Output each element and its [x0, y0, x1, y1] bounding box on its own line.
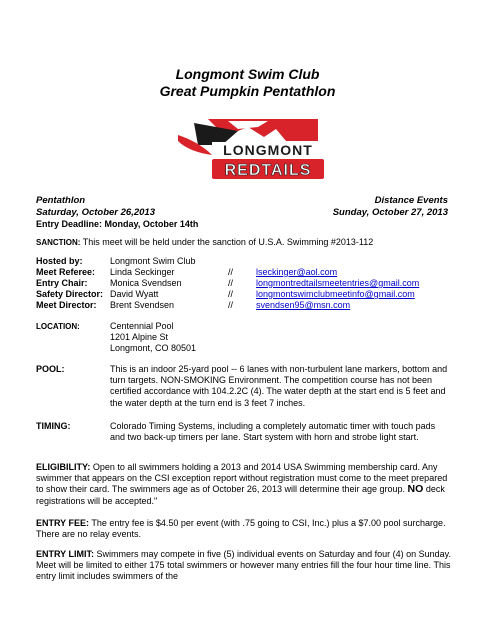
entry-fee-label: ENTRY FEE:: [36, 518, 90, 528]
longmont-redtails-logo: [168, 115, 328, 183]
logo-text-longmont: LONGMONT: [223, 142, 313, 158]
official-email-link[interactable]: svendsen95@msn.com: [256, 300, 351, 310]
entry-limit-text: Swimmers may compete in five (5) individual events on Saturday and four (4) on Sunday. Meet will be limited to either 175 total swimmers or however many entries fill the four hour time line. This entry limit includes swimmers of the: [36, 549, 452, 582]
separator: //: [228, 278, 234, 288]
official-name: David Wyatt: [110, 289, 159, 299]
official-label: Safety Director:: [36, 289, 104, 299]
sanction-line: [36, 237, 373, 248]
location-label: LOCATION:: [36, 322, 80, 331]
meet-host-title: Longmont Swim Club: [175, 66, 320, 82]
eligibility-text: Open to all swimmers holding a 2013 and 2014 USA Swimming membership card. Any swimmer that appears on the CSI exception report without registration must come to the meet prepared to show their card. The swimmers age as of October 26, 2013 will determine their age group.: [36, 462, 448, 495]
official-email-link[interactable]: longmontredtailsmeetentries@gmail.com: [256, 278, 420, 288]
official-label: Entry Chair:: [36, 278, 88, 288]
separator: //: [228, 300, 234, 310]
entry-limit-block: [36, 549, 456, 583]
location-line: Centennial Pool: [110, 321, 174, 331]
pentathlon-date: Saturday, October 26,2013: [36, 207, 155, 218]
timing-label: TIMING:: [36, 421, 71, 431]
sanction-label: SANCTION:: [36, 238, 81, 247]
location-line: Longmont, CO 80501: [110, 343, 197, 353]
location-line: 1201 Alpine St: [110, 332, 169, 342]
official-email-link[interactable]: lseckinger@aol.com: [256, 267, 338, 277]
official-name: Monica Svendsen: [110, 278, 182, 288]
pool-text: This is an indoor 25-yard pool -- 6 lanes with non-turbulent lane markers, bottom and turn targets. NON-SMOKING Environment. The competition course has not been certified accordance with 104.2.2C (4). The water depth at the start end is 5 feet and the water depth at the turn end is 3 feet 7 inches.: [110, 364, 448, 408]
separator: //: [228, 289, 234, 299]
distance-events-label: Distance Events: [374, 195, 448, 206]
entry-fee-block: [36, 518, 456, 540]
eligibility-no: NO: [407, 483, 424, 496]
distance-events-date: Sunday, October 27, 2013: [332, 207, 448, 218]
pool-label: POOL:: [36, 364, 65, 374]
sanction-text: This meet will be held under the sanction of U.S.A. Swimming #2013-112: [82, 237, 374, 247]
eligibility-tail: deck registrations will be accepted.": [36, 484, 445, 506]
pentathlon-label: Pentathlon: [36, 195, 86, 206]
official-email-link[interactable]: longmontswimclubmeetinfo@gmail.com: [256, 289, 415, 299]
logo-text-redtails: REDTAILS: [224, 162, 312, 179]
entry-limit-label: ENTRY LIMIT:: [36, 549, 94, 559]
official-label: Hosted by:: [36, 256, 83, 266]
official-name: Longmont Swim Club: [110, 256, 196, 266]
official-name: Linda Seckinger: [110, 267, 175, 277]
official-label: Meet Referee:: [36, 267, 96, 277]
official-label: Meet Director:: [36, 300, 97, 310]
separator: //: [228, 267, 234, 277]
meet-name-title: Great Pumpkin Pentathlon: [159, 83, 336, 99]
entry-fee-text: The entry fee is $4.50 per event (with .75 going to CSI, Inc.) plus a $7.00 pool surcharge. There are no relay events.: [36, 518, 446, 540]
official-name: Brent Svendsen: [110, 300, 175, 310]
timing-text: Colorado Timing Systems, including a completely automatic timer with touch pads and two back-up timers per lane. Start system with horn and strobe light start.: [110, 421, 436, 443]
eligibility-block: [36, 462, 456, 507]
eligibility-label: ELIGIBILITY:: [36, 462, 91, 472]
entry-deadline: Entry Deadline: Monday, October 14th: [36, 219, 199, 229]
